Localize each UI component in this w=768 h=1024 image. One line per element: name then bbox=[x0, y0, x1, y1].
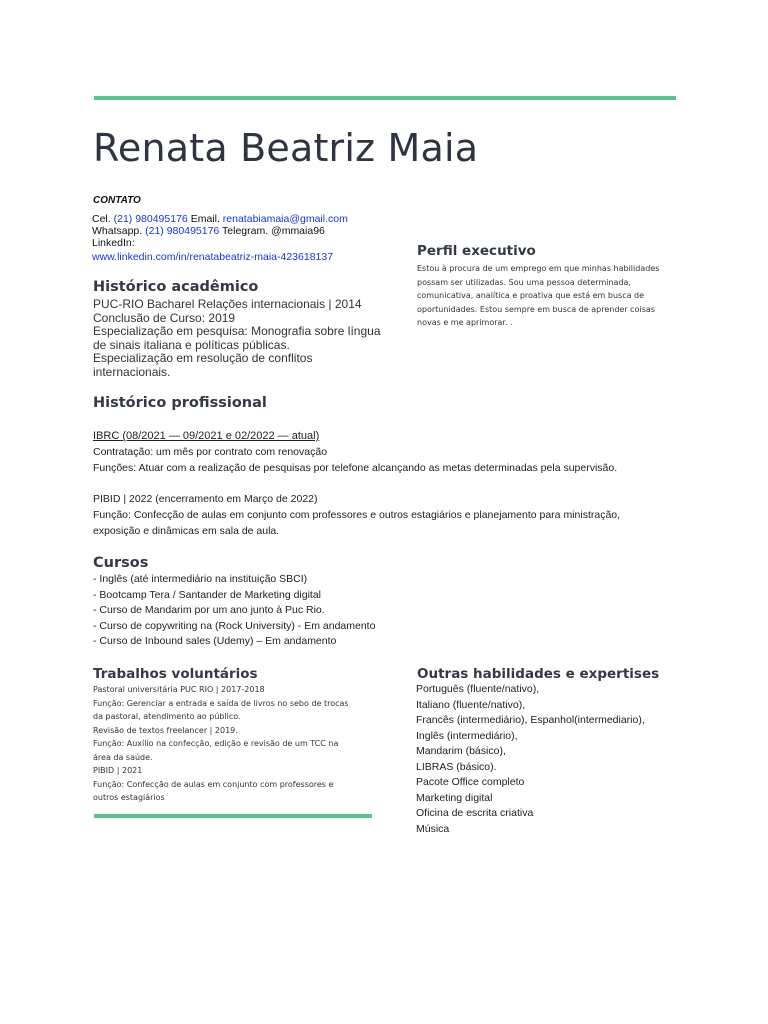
skill-item: Inglês (intermediário), bbox=[416, 729, 518, 742]
profile-line: oportunidades. Estou sempre em busca de aprender coisas bbox=[417, 304, 655, 314]
bottom-divider bbox=[94, 814, 372, 818]
volunteer-heading: Trabalhos voluntários bbox=[93, 666, 258, 682]
contact-heading: CONTATO bbox=[93, 195, 141, 206]
course-item: - Bootcamp Tera / Santander de Marketing digital bbox=[93, 588, 322, 601]
volunteer-line: PIBID | 2021 bbox=[93, 766, 143, 775]
linkedin-label: LinkedIn: bbox=[92, 237, 135, 249]
phone-line bbox=[92, 213, 348, 225]
whatsapp-line bbox=[92, 225, 348, 237]
profile-line: Estou à procura de um emprego em que minhas habilidades bbox=[417, 264, 660, 273]
volunteer-line: Função: Auxílio na confecção, edição e revisão de um TCC na bbox=[93, 739, 339, 748]
contact-details bbox=[92, 213, 348, 263]
course-item: - Curso de Inbound sales (Udemy) – Em andamento bbox=[93, 635, 337, 647]
course-item: - Inglês (até intermediário na instituição SBCI) bbox=[93, 573, 308, 585]
job-pibid-line: Função: Confecção de aulas em conjunto com professores e outros estagiários e planejamento para ministração, bbox=[93, 509, 621, 521]
profile-text bbox=[417, 262, 659, 330]
skill-item: Música bbox=[416, 822, 450, 835]
whatsapp-label: Whatsapp. bbox=[92, 225, 143, 237]
skills-list bbox=[416, 682, 645, 837]
course-item: - Curso de copywriting na (Rock University) - Em andamento bbox=[93, 619, 376, 632]
job-pibid-line: PIBID | 2022 (encerramento em Março de 2022) bbox=[93, 493, 318, 505]
academic-line: Especialização em pesquisa: Monografia sobre língua de sinais italiana e políticas públicas. bbox=[93, 324, 381, 352]
resume-name: Renata Beatriz Maia bbox=[93, 126, 479, 170]
profile-heading: Perfil executivo bbox=[417, 243, 536, 259]
job-ibrc-line: Contratação: um mês por contrato com renovação bbox=[93, 446, 328, 458]
job-ibrc-line: Funções: Atuar com a realização de pesquisas por telefone alcançando as metas determinadas pela supervisão. bbox=[93, 462, 618, 474]
skills-heading: Outras habilidades e expertises bbox=[417, 666, 660, 682]
cel-number-link[interactable]: (21) 980495176 bbox=[113, 213, 188, 225]
volunteer-line: da pastoral, atendimento ao público. bbox=[93, 712, 241, 721]
volunteer-line: Revisão de textos freelancer | 2019. bbox=[93, 725, 238, 735]
email-label: Email. bbox=[190, 213, 220, 225]
volunteer-line: Função: Confecção de aulas em conjunto com professores e bbox=[93, 779, 334, 789]
volunteer-details bbox=[93, 683, 383, 805]
telegram-text: Telegram. @mmaia96 bbox=[222, 225, 325, 237]
professional-heading: Histórico profissional bbox=[93, 395, 267, 411]
skill-item: Francês (intermediário), Espanhol(intermediario), bbox=[416, 714, 645, 726]
academic-heading: Histórico acadêmico bbox=[93, 279, 259, 295]
skill-item: Português (fluente/nativo), bbox=[416, 683, 540, 695]
skill-item: LIBRAS (básico). bbox=[416, 760, 497, 773]
academic-line: PUC-RIO Bacharel Relações internacionais | 2014 bbox=[93, 297, 362, 311]
job-ibrc-title: IBRC (08/2021 — 09/2021 e 02/2022 — atual) bbox=[93, 430, 320, 442]
cel-label: Cel. bbox=[92, 213, 111, 225]
academic-line: Conclusão de Curso: 2019 bbox=[93, 310, 236, 325]
academic-details bbox=[93, 298, 393, 379]
profile-line: possam ser utilizadas. Sou uma pessoa determinada, bbox=[417, 277, 631, 287]
job-pibid-line: exposição e dinâmicas em sala de aula. bbox=[93, 525, 280, 537]
courses-heading: Cursos bbox=[93, 555, 149, 571]
course-item: - Curso de Mandarim por um ano junto à Puc Rio. bbox=[93, 604, 325, 616]
skill-item: Mandarim (básico), bbox=[416, 745, 506, 757]
volunteer-line: Pastoral universitária PUC RIO | 2017-2018 bbox=[93, 685, 265, 694]
volunteer-line: área da saúde. bbox=[93, 752, 153, 762]
skill-item: Marketing digital bbox=[416, 791, 493, 804]
skill-item: Italiano (fluente/nativo), bbox=[416, 698, 526, 711]
profile-line: novas e me aprimorar. . bbox=[417, 318, 513, 327]
whatsapp-number-link[interactable]: (21) 980495176 bbox=[145, 225, 220, 237]
skill-item: Oficina de escrita criativa bbox=[416, 807, 534, 819]
volunteer-line: Função: Gerenciar a entrada e saída de livros no sebo de trocas bbox=[93, 698, 349, 708]
courses-list bbox=[93, 572, 375, 650]
job-pibid bbox=[93, 491, 620, 539]
profile-line: comunicativa, analítica e proativa que está em busca de bbox=[417, 291, 645, 300]
academic-line: Especialização em resolução de conflitos internacionais. bbox=[93, 351, 313, 379]
job-ibrc bbox=[93, 428, 617, 476]
linkedin-link[interactable]: www.linkedin.com/in/renatabeatriz-maia-423618137 bbox=[92, 251, 334, 263]
volunteer-line: outros estagiários bbox=[93, 793, 165, 802]
skill-item: Pacote Office completo bbox=[416, 776, 525, 788]
email-link[interactable]: renatabiamaia@gmail.com bbox=[222, 213, 348, 225]
top-divider bbox=[94, 96, 676, 100]
